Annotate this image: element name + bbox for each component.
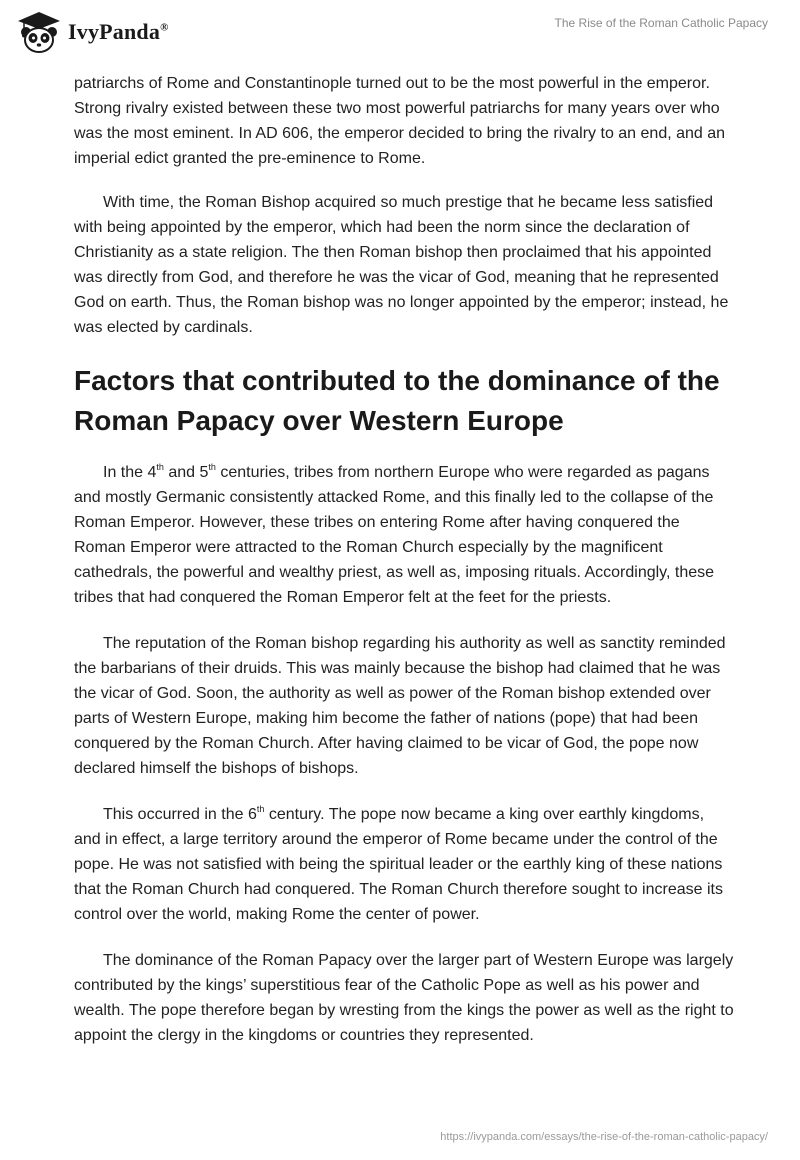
document-title: The Rise of the Roman Catholic Papacy <box>554 16 768 30</box>
paragraph <box>74 802 734 927</box>
site-logo[interactable] <box>16 10 169 54</box>
ordinal-suffix: th <box>208 461 216 472</box>
paragraph: patriarchs of Rome and Constantinople turned out to be the most powerful in the emperor. Strong rivalry existed between these two most powerful patriarchs for many years over who was the most eminent. In AD 606, the emperor decided to bring the rivalry to an end, and an imperial edict granted the pre-eminence to Rome. <box>74 75 726 167</box>
brand-name <box>68 19 169 45</box>
text-run: century. The pope now became a king over earthly kingdoms, and in effect, a large territory around the emperor of Rome became under the control of the pope. He was not satisfied with being the spiritual leader or the earthly king of these nations that the Roman Church had conquered. The Roman Church therefore sought to increase its control over the world, making Rome the center of power. <box>74 806 723 923</box>
page-header <box>0 0 800 70</box>
paragraph: The reputation of the Roman bishop regarding his authority as well as sanctity reminded the barbarians of their druids. This was mainly because the bishop had claimed that he was the vicar of God. Soon, the authority as well as power of the Roman bishop extended over parts of Western Europe, making him become the father of nations (pope) that had been conquered by the Roman Church. After having claimed to be vicar of God, the pope now declared himself the bishops of bishops. <box>74 635 726 777</box>
registered-mark: ® <box>160 21 169 34</box>
panda-graduate-icon <box>16 10 62 54</box>
source-url[interactable]: https://ivypanda.com/essays/the-rise-of-the-roman-catholic-papacy/ <box>440 1131 768 1143</box>
section-heading: Factors that contributed to the dominance of the Roman Papacy over Western Europe <box>74 365 720 436</box>
paragraph: With time, the Roman Bishop acquired so much prestige that he became less satisfied with being appointed by the emperor, which had been the norm since the declaration of Christianity as a state religion. The then Roman bishop then proclaimed that his appointed was directly from God, and therefore he was the vicar of God, meaning that he represented God on earth. Thus, the Roman bishop was no longer appointed by the emperor; instead, he was elected by cardinals. <box>74 194 729 336</box>
text-run: centuries, tribes from northern Europe who were regarded as pagans and mostly Germanic consistently attacked Rome, and this finally led to the collapse of the Roman Emperor. However, these tribes on entering Rome after having conquered the Roman Emperor were attracted to the Roman Church especially by the magnificent cathedrals, the powerful and wealthy priest, as well as, imposing rituals. Accordingly, these tribes that had conquered the Roman Emperor felt at the feet for the priests. <box>74 464 715 606</box>
paragraph <box>74 460 734 610</box>
ordinal-suffix: th <box>256 803 265 814</box>
text-run: and 5 <box>163 464 209 481</box>
essay-body <box>74 71 734 1069</box>
ordinal-suffix: th <box>156 461 164 472</box>
text-run: In the 4 <box>103 464 157 481</box>
text-run: This occurred in the 6 <box>103 806 257 823</box>
brand-text: IvyPanda <box>68 19 161 44</box>
paragraph: The dominance of the Roman Papacy over the larger part of Western Europe was largely contributed by the kings’ superstitious fear of the Catholic Pope as well as his power and wealth. The pope therefore began by wresting from the kings the power as well as the right to appoint the clergy in the kingdoms or countries they represented. <box>74 952 734 1044</box>
